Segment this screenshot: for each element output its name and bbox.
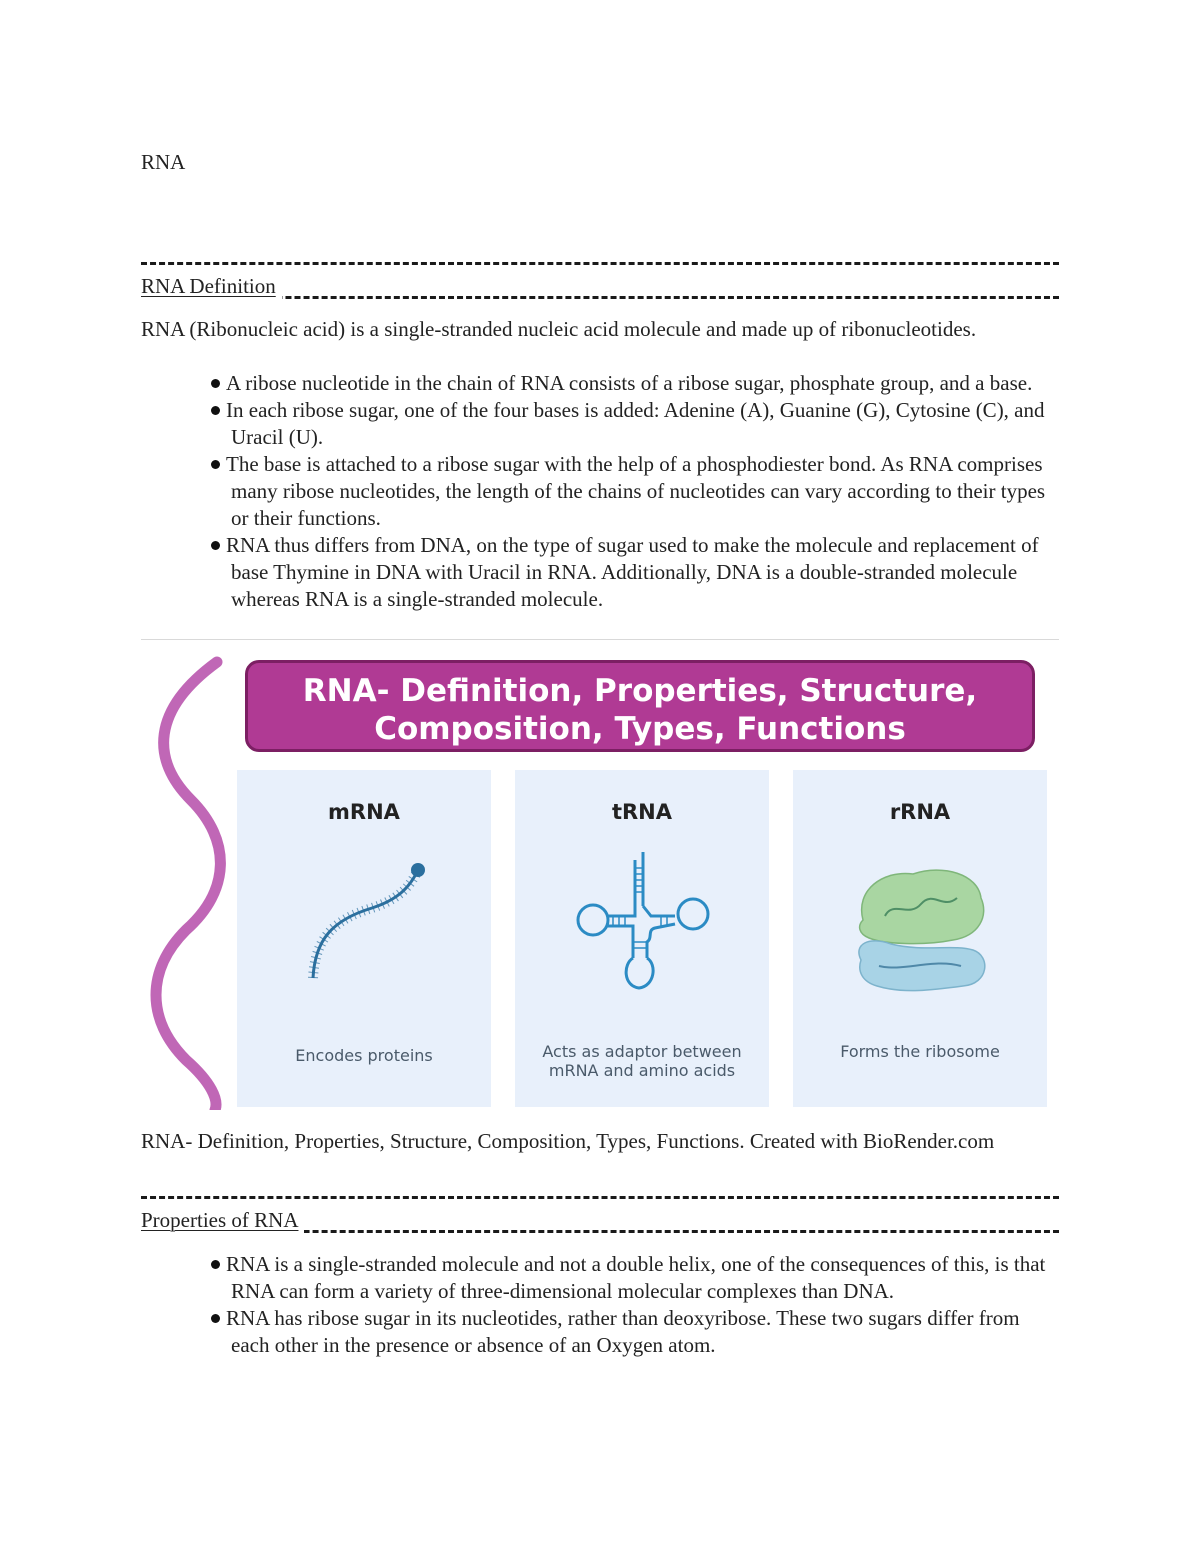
list-item: In each ribose sugar, one of the four bases is added: Adenine (A), Guanine (G), Cytosine (C), and Uracil (U). bbox=[141, 397, 1059, 451]
figure-banner bbox=[245, 660, 1035, 752]
section-divider bbox=[141, 1196, 1059, 1199]
mrna-card-desc: Encodes proteins bbox=[295, 1046, 433, 1065]
properties-bullet-list bbox=[141, 1251, 1059, 1359]
mrna-strand-icon bbox=[237, 850, 491, 990]
list-item: RNA is a single-stranded molecule and not a double helix, one of the consequences of this, is that RNA can form a variety of three-dimensional molecular complexes than DNA. bbox=[141, 1251, 1059, 1305]
rrna-card-title: rRNA bbox=[889, 800, 951, 824]
banner-title-line1: RNA- Definition, Properties, Structure, bbox=[302, 673, 978, 709]
mrna-card-title: mRNA bbox=[328, 800, 400, 824]
bullet-icon bbox=[211, 460, 220, 469]
bullet-icon bbox=[211, 541, 220, 550]
wave-decoration-icon bbox=[141, 650, 231, 1110]
rrna-card bbox=[793, 770, 1047, 1107]
definition-heading-row bbox=[141, 274, 1059, 302]
ribosome-icon bbox=[793, 860, 1047, 1010]
list-item: RNA has ribose sugar in its nucleotides, rather than deoxyribose. These two sugars differ from each other in the presence or absence of an Oxygen atom. bbox=[141, 1305, 1059, 1359]
trna-cloverleaf-icon bbox=[515, 846, 769, 1006]
figure-top-rule bbox=[141, 639, 1059, 640]
banner-title-line2: Composition, Types, Functions bbox=[374, 711, 906, 747]
bullet-icon bbox=[211, 1260, 220, 1269]
figure-caption: RNA- Definition, Properties, Structure, Composition, Types, Functions. Created with BioRender.com bbox=[141, 1129, 995, 1153]
bullet-icon bbox=[211, 406, 220, 415]
properties-heading: Properties of RNA bbox=[141, 1208, 304, 1233]
definition-intro: RNA (Ribonucleic acid) is a single-stranded nucleic acid molecule and made up of ribonucleotides. bbox=[141, 317, 977, 341]
list-item: A ribose nucleotide in the chain of RNA consists of a ribose sugar, phosphate group, and a base. bbox=[141, 370, 1059, 397]
list-item: RNA thus differs from DNA, on the type of sugar used to make the molecule and replacement of base Thymine in DNA with Uracil in RNA. Additionally, DNA is a double-stranded molecule whereas RNA is a single-stranded molecule. bbox=[141, 532, 1059, 613]
mrna-card bbox=[237, 770, 491, 1107]
trna-card-desc: Acts as adaptor between mRNA and amino acids bbox=[542, 1042, 742, 1080]
bullet-icon bbox=[211, 1314, 220, 1323]
definition-heading: RNA Definition bbox=[141, 274, 282, 299]
trna-card bbox=[515, 770, 769, 1107]
definition-bullet-list bbox=[141, 370, 1059, 613]
properties-heading-row bbox=[141, 1208, 1059, 1236]
section-divider bbox=[141, 262, 1059, 265]
bullet-icon bbox=[211, 379, 220, 388]
page-title: RNA bbox=[141, 150, 186, 174]
trna-card-title: tRNA bbox=[611, 800, 673, 824]
list-item: The base is attached to a ribose sugar with the help of a phosphodiester bond. As RNA comprises many ribose nucleotides, the length of the chains of nucleotides can vary according to their types or their functions. bbox=[141, 451, 1059, 532]
rrna-card-desc: Forms the ribosome bbox=[840, 1042, 1000, 1061]
rna-infographic bbox=[141, 650, 1059, 1110]
